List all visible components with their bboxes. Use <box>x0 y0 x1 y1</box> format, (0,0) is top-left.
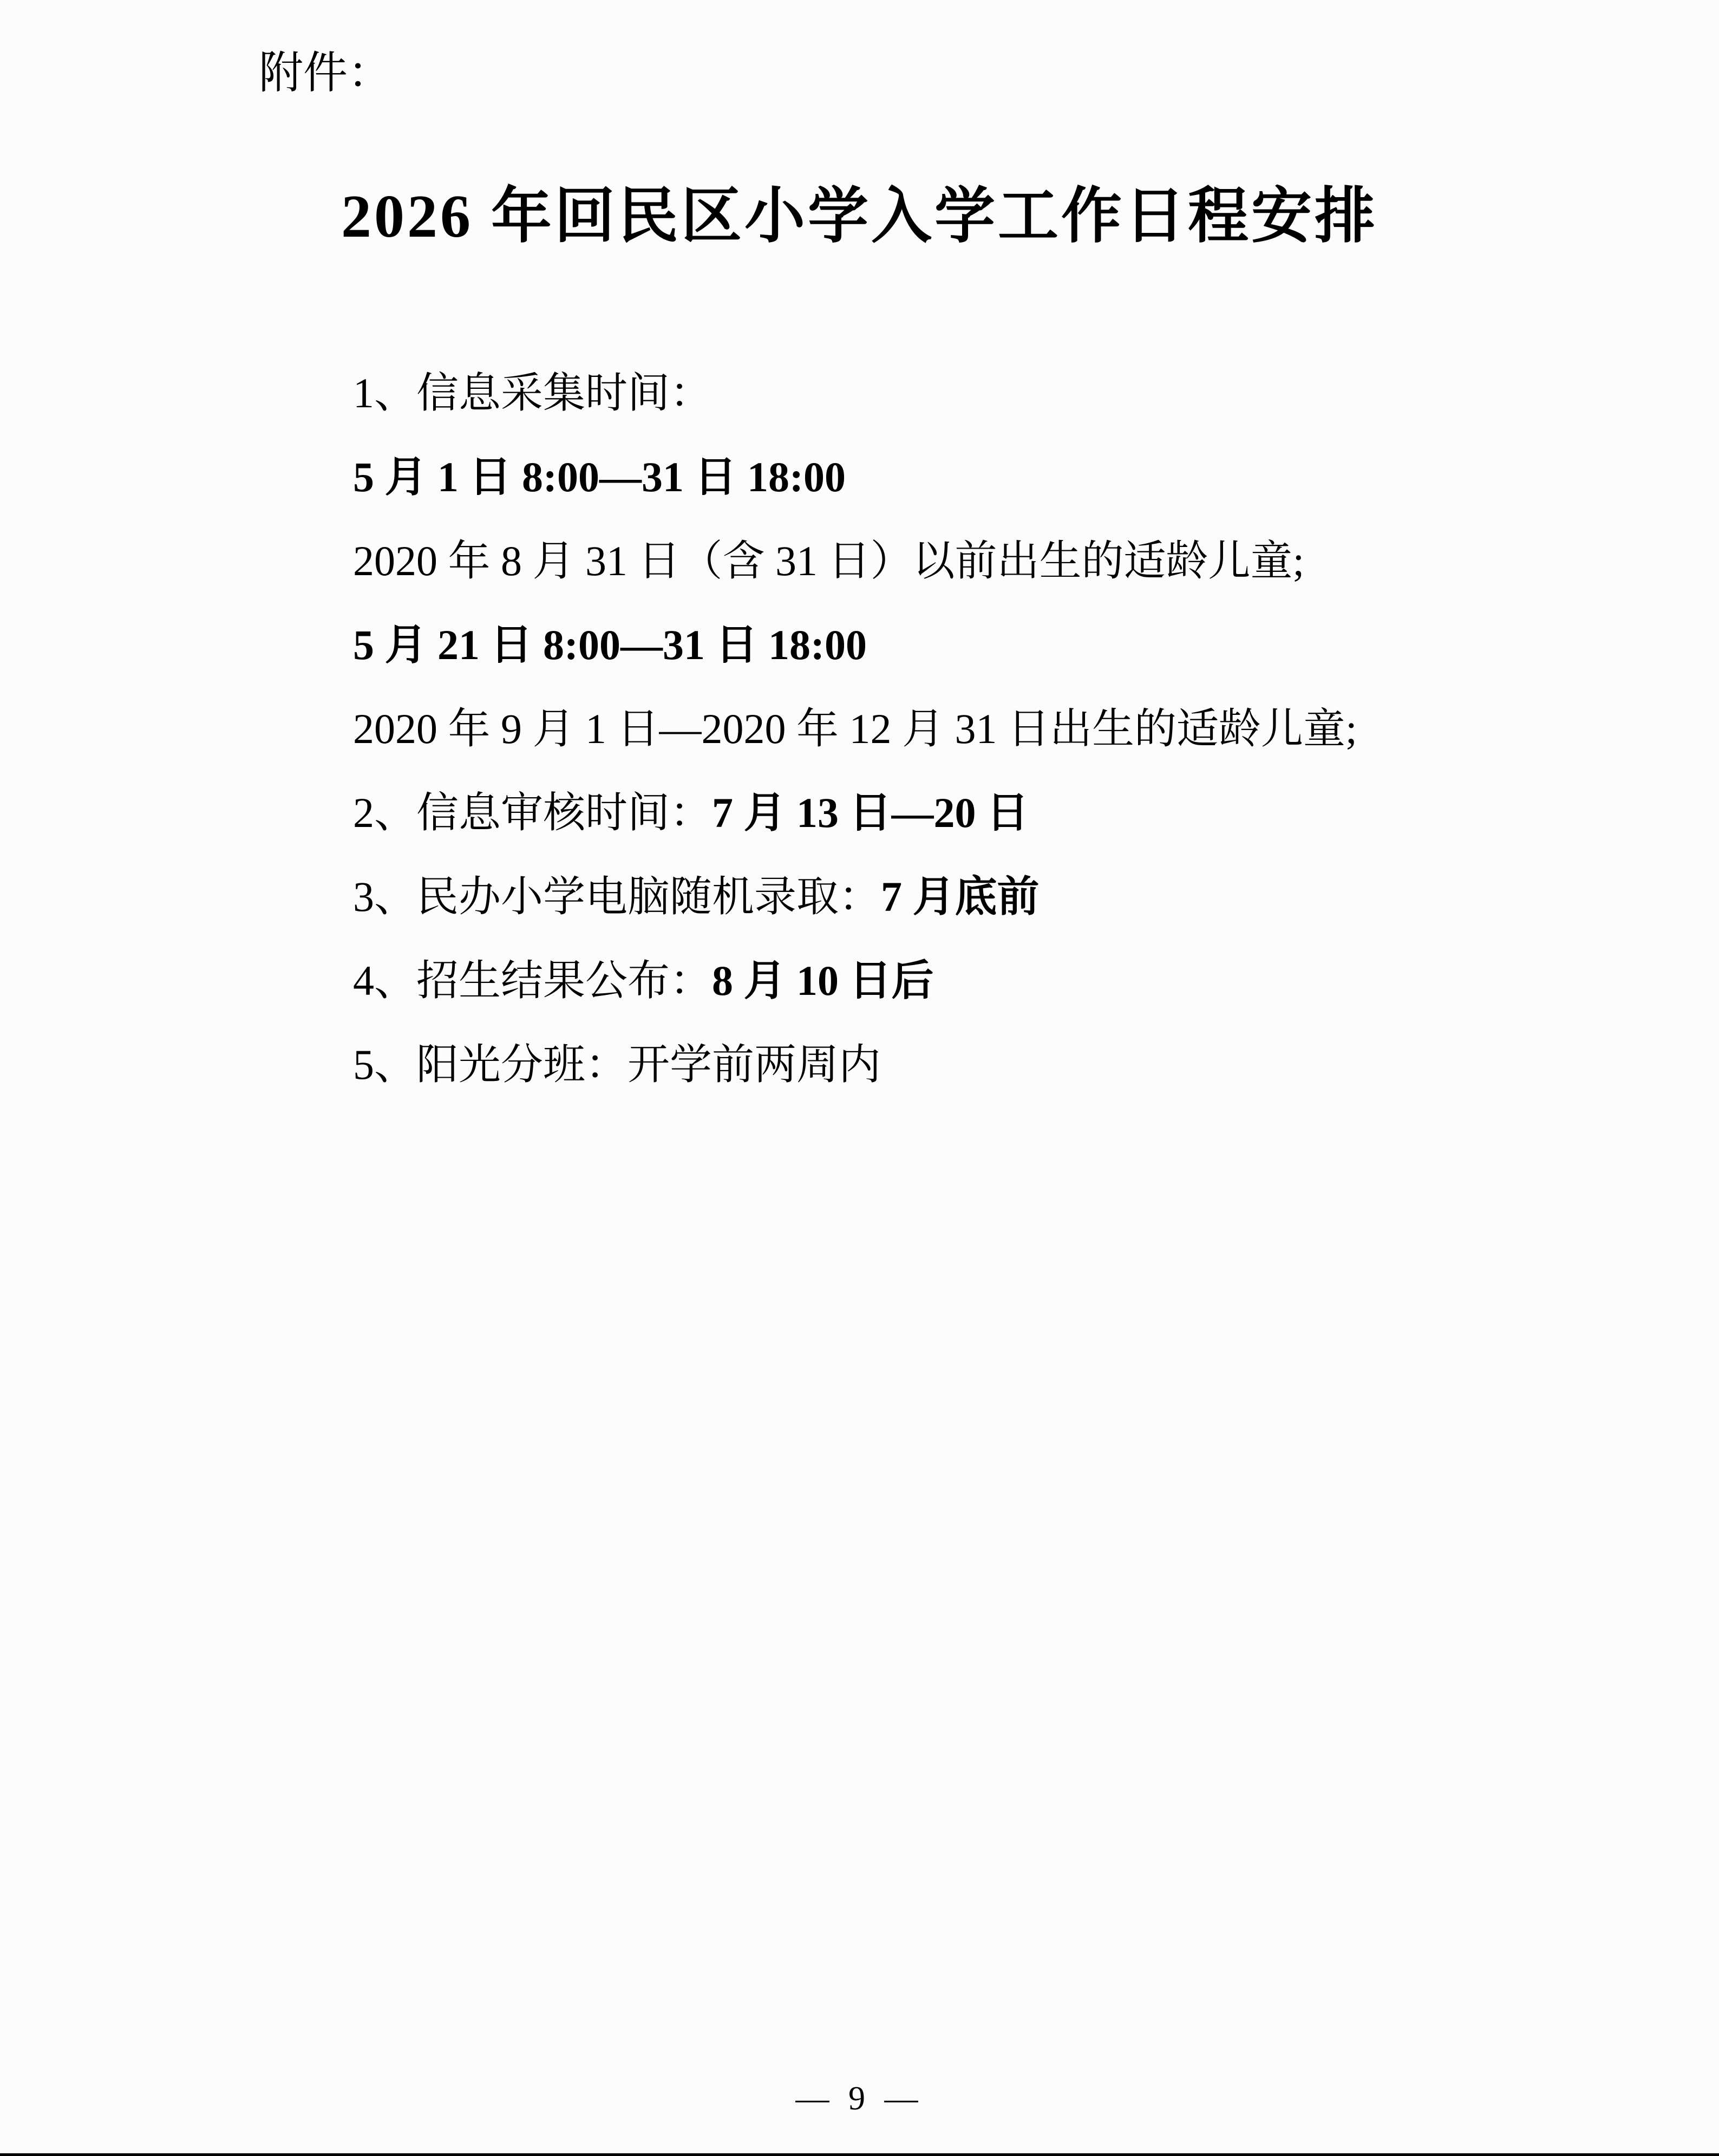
schedule-line-item-3 <box>353 855 1622 939</box>
attachment-label: 附件： <box>259 48 393 97</box>
schedule-line-collect-group-2 <box>353 687 1622 771</box>
line-regular-text: 2020 年 8 月 31 日（含 31 日）以前出生的适龄儿童; <box>353 537 1305 584</box>
line-bold-text: 5 月 1 日 8:00—31 日 18:00 <box>353 453 846 500</box>
schedule-line-item-2 <box>353 771 1622 855</box>
schedule-line-item-1 <box>353 351 1622 435</box>
schedule-line-collect-window-1 <box>353 435 1622 519</box>
schedule-line-collect-window-2 <box>353 603 1622 687</box>
line-bold-text: 7 月 13 日—20 日 <box>712 789 1029 836</box>
page-title: 2026 年回民区小学入学工作日程安排 <box>341 183 1378 250</box>
schedule-list <box>353 351 1622 1106</box>
line-bold-text: 8 月 10 日后 <box>712 957 934 1004</box>
scan-edge-line <box>0 2153 1719 2156</box>
line-bold-text: 5 月 21 日 8:00—31 日 18:00 <box>353 621 867 668</box>
schedule-line-item-4 <box>353 939 1622 1022</box>
schedule-line-item-5 <box>353 1022 1622 1106</box>
line-regular-text: 5、阳光分班：开学前两周内 <box>353 1041 881 1088</box>
line-regular-text: 2、信息审核时间： <box>353 789 713 836</box>
line-regular-text: 4、招生结果公布： <box>353 957 713 1004</box>
line-bold-text: 7 月底前 <box>881 873 1040 920</box>
line-regular-text: 1、信息采集时间： <box>353 369 713 416</box>
line-regular-text: 3、民办小学电脑随机录取： <box>353 873 881 920</box>
schedule-line-collect-group-1 <box>353 519 1622 603</box>
page-number: — 9 — <box>795 2080 924 2117</box>
line-regular-text: 2020 年 9 月 1 日—2020 年 12 月 31 日出生的适龄儿童; <box>353 705 1357 752</box>
